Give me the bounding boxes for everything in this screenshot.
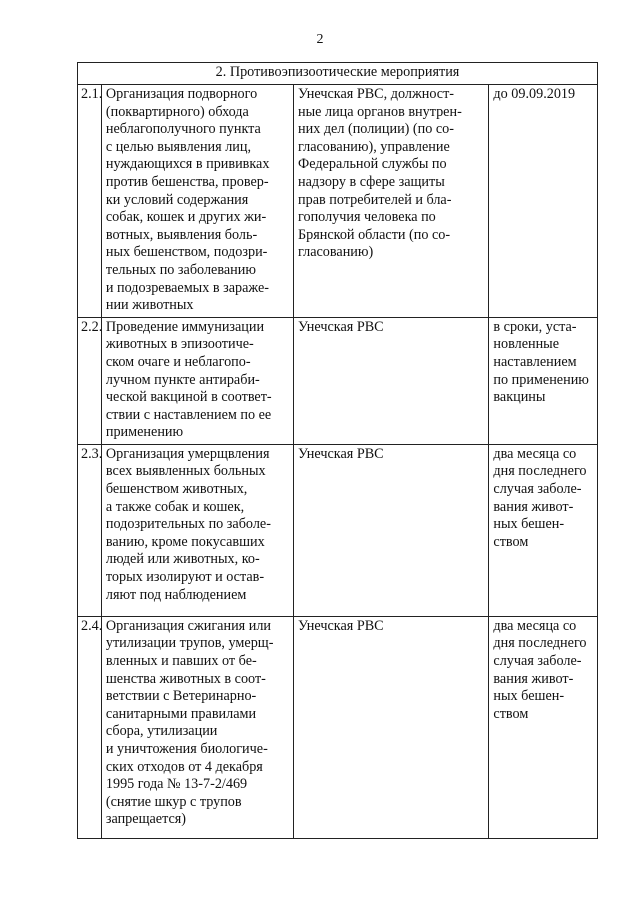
section-title: 2. Противоэпизоотические мероприятия xyxy=(78,63,598,85)
row-number: 2.1. xyxy=(78,85,102,318)
page-number: 2 xyxy=(316,32,324,47)
deadline-cell: два месяца со дня последнего случая заболе- вания живот- ных бешен- ством xyxy=(489,444,598,616)
deadline-cell: два месяца со дня последнего случая заболе- вания живот- ных бешен- ством xyxy=(489,616,598,838)
row-number: 2.3. xyxy=(78,444,102,616)
section-header-row xyxy=(78,63,598,85)
action-cell: Организация подворного (поквартирного) обхода неблагополучного пункта с целью выявления лиц, нуждающихся в прививках против бешенства, провер- ки условий содержания собак, кошек и других жи- вотных, выявления боль- ных бешенством, подозри- тельных по заболеванию и подозреваемых в зараже- нии животных xyxy=(101,85,293,318)
table-row xyxy=(78,317,598,444)
measures-table xyxy=(77,62,598,839)
deadline-cell: в сроки, уста- новленные наставлением по применению вакцины xyxy=(489,317,598,444)
responsible-cell: Унечская РВС, должност- ные лица органов внутрен- них дел (полиции) (по со- гласованию), управление Федеральной службы по надзору в сфере защиты прав потребителей и бла- гополучия человека по Брянской области (по со- гласованию) xyxy=(294,85,489,318)
row-number: 2.4. xyxy=(78,616,102,838)
row-number: 2.2. xyxy=(78,317,102,444)
action-cell: Проведение иммунизации животных в эпизоотиче- ском очаге и неблагопо- лучном пункте антираби- ческой вакциной в соответ- ствии с наставлением по ее применению xyxy=(101,317,293,444)
responsible-cell: Унечская РВС xyxy=(294,444,489,616)
action-cell: Организация умерщвления всех выявленных больных бешенством животных, а также собак и кошек, подозрительных по заболе- ванию, кроме покусавших людей или животных, ко- торых изолируют и остав- ляют под наблюдением xyxy=(101,444,293,616)
responsible-cell: Унечская РВС xyxy=(294,616,489,838)
table-row xyxy=(78,616,598,838)
table-row xyxy=(78,444,598,616)
action-cell: Организация сжигания или утилизации трупов, умерщ- вленных и павших от бе- шенства животных в соот- ветствии с Ветеринарно- санитарными правилами сбора, утилизации и уничтожения биологиче- ских отходов от 4 декабря 1995 года № 13-7-2/469 (снятие шкур с трупов запрещается) xyxy=(101,616,293,838)
deadline-cell: до 09.09.2019 xyxy=(489,85,598,318)
responsible-cell: Унечская РВС xyxy=(294,317,489,444)
table-row xyxy=(78,85,598,318)
